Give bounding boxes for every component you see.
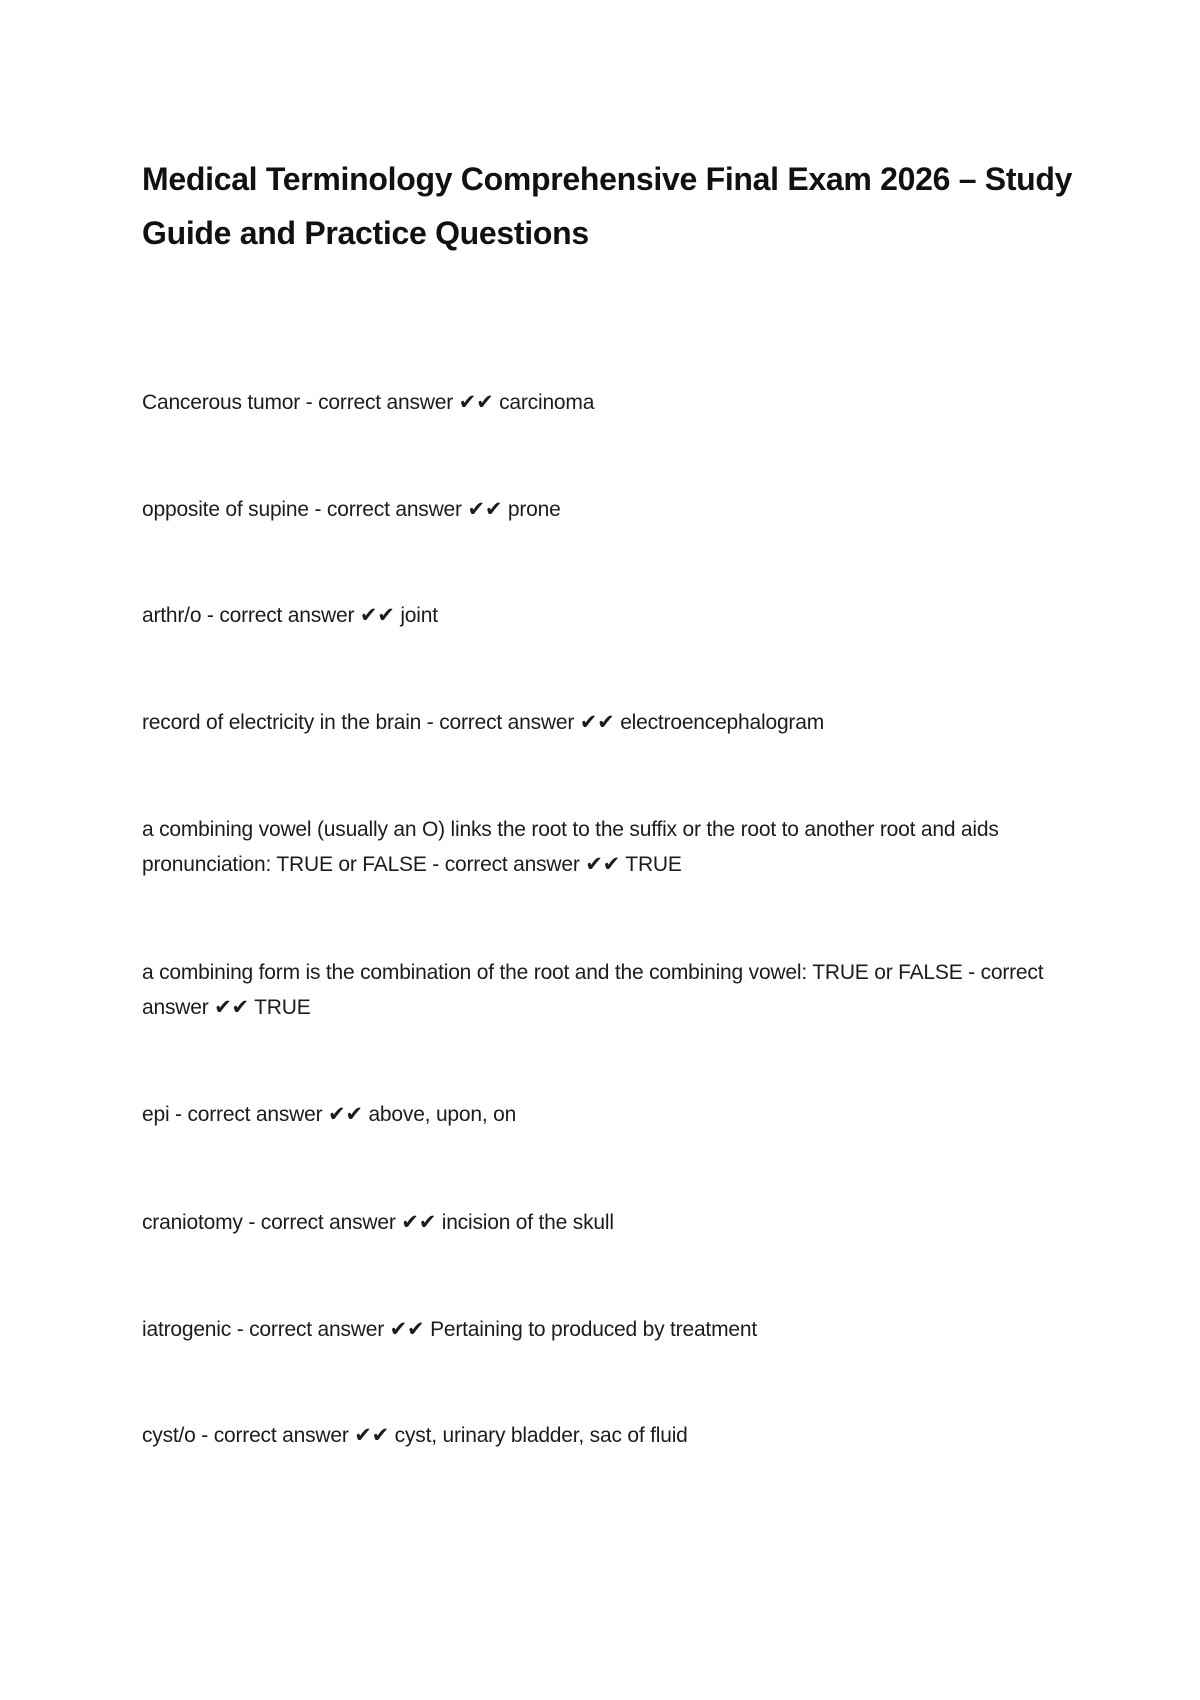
qa-item: record of electricity in the brain - correct answer ✔✔ electroencephalogram [142,711,824,734]
qa-item: epi - correct answer ✔✔ above, upon, on [142,1103,517,1126]
qa-item: opposite of supine - correct answer ✔✔ prone [142,498,561,521]
qa-item: a combining vowel (usually an O) links the root to the suffix or the root to another root and aids pronunciation: TRUE or FALSE - correct answer ✔✔ TRUE [142,818,999,876]
qa-item: craniotomy - correct answer ✔✔ incision of the skull [142,1211,614,1234]
qa-item: arthr/o - correct answer ✔✔ joint [142,604,438,627]
qa-item: Cancerous tumor - correct answer ✔✔ carcinoma [142,391,595,414]
qa-item: iatrogenic - correct answer ✔✔ Pertaining to produced by treatment [142,1318,757,1341]
qa-item: a combining form is the combination of the root and the combining vowel: TRUE or FALSE - correct answer ✔✔ TRUE [142,961,1044,1019]
document-title: Medical Terminology Comprehensive Final Exam 2026 – Study Guide and Practice Questions [142,161,1073,251]
qa-item: cyst/o - correct answer ✔✔ cyst, urinary bladder, sac of fluid [142,1424,688,1447]
